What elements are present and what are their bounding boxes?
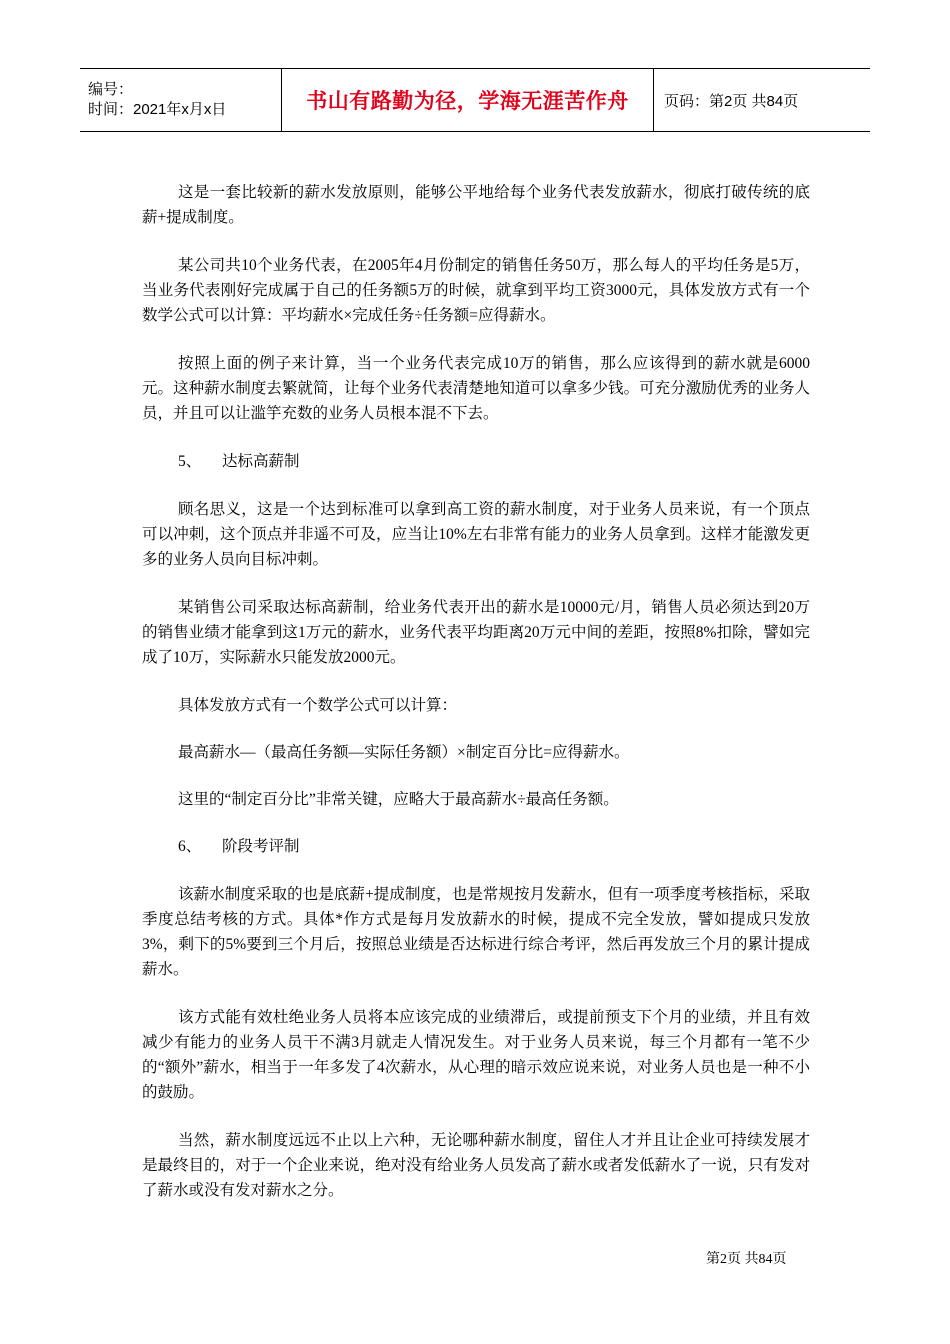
body-paragraph: 某公司共10个业务代表，在2005年4月份制定的销售任务50万，那么每人的平均任务是5万，当业务代表刚好完成属于自己的任务额5万的时候，就拿到平均工资3000元，具体发放方式有一个数学公式可以计算：平均薪水×完成任务÷任务额=应得薪水。 — [142, 257, 810, 324]
section-title: 达标高薪制 — [222, 453, 300, 470]
body-paragraph: 某销售公司采取达标高薪制，给业务代表开出的薪水是10000元/月，销售人员必须达到20万的销售业绩才能拿到这1万元的薪水，业务代表平均距离20万元中间的差距，按照8%扣除，譬如完成了10万，实际薪水只能发放2000元。 — [142, 599, 810, 666]
document-time-label: 时间：2021年x月x日 — [88, 101, 227, 118]
document-body — [142, 180, 810, 1226]
header-page-number: 页码：第2页 共84页 — [664, 92, 799, 110]
body-paragraph: 当然，薪水制度远远不止以上六种，无论哪种薪水制度，留住人才并且让企业可持续发展才是最终目的，对于一个企业来说，绝对没有给业务人员发高了薪水或者发低薪水了一说，只有发对了薪水或没有发对薪水之分。 — [142, 1132, 810, 1199]
section-title: 阶段考评制 — [222, 838, 300, 855]
body-paragraph: 这里的“制定百分比”非常关键，应略大于最高薪水÷最高任务额。 — [178, 791, 619, 808]
section-heading — [142, 449, 810, 474]
header-page-cell — [654, 69, 870, 131]
body-paragraph: 该薪水制度采取的也是底薪+提成制度，也是常规按月发薪水，但有一项季度考核指标，采取季度总结考核的方式。具体*作方式是每月发放薪水的时候，提成不完全发放，譬如提成只发放3%，剩下的5%要到三个月后，按照总业绩是否达标进行综合考评，然后再发放三个月的累计提成薪水。 — [142, 886, 810, 978]
document-number-label: 编号： — [88, 81, 134, 98]
header-motto: 书山有路勤为径，学海无涯苦作舟 — [306, 89, 629, 113]
header-motto-cell — [282, 69, 654, 131]
section-number: 5、 — [178, 453, 202, 470]
formula-paragraph: 最高薪水—（最高任务额—实际任务额）×制定百分比=应得薪水。 — [178, 744, 630, 761]
body-paragraph: 该方式能有效杜绝业务人员将本应该完成的业绩滞后，或提前预支下个月的业绩，并且有效减少有能力的业务人员干不满3月就走人情况发生。对于业务人员来说，每三个月都有一笔不少的“额外”薪水，相当于一年多发了4次薪水，从心理的暗示效应说来说，对业务人员也是一种不小的鼓励。 — [142, 1009, 810, 1101]
body-paragraph: 具体发放方式有一个数学公式可以计算： — [178, 697, 458, 714]
page-header — [80, 68, 870, 132]
header-meta — [80, 69, 282, 131]
body-paragraph: 顾名思义，这是一个达到标准可以拿到高工资的薪水制度，对于业务人员来说，有一个顶点可以冲刺，这个顶点并非遥不可及，应当让10%左右非常有能力的业务人员拿到。这样才能激发更多的业务人员向目标冲刺。 — [142, 501, 810, 568]
section-heading — [142, 834, 810, 859]
body-paragraph: 按照上面的例子来计算，当一个业务代表完成10万的销售，那么应该得到的薪水就是6000元。这种薪水制度去繁就简，让每个业务代表清楚地知道可以拿多少钱。可充分激励优秀的业务人员，并且可以让滥竽充数的业务人员根本混不下去。 — [142, 355, 810, 422]
section-number: 6、 — [178, 838, 202, 855]
page-footer: 第2页 共84页 — [706, 1252, 787, 1267]
body-paragraph: 这是一套比较新的薪水发放原则，能够公平地给每个业务代表发放薪水，彻底打破传统的底薪+提成制度。 — [142, 184, 810, 226]
